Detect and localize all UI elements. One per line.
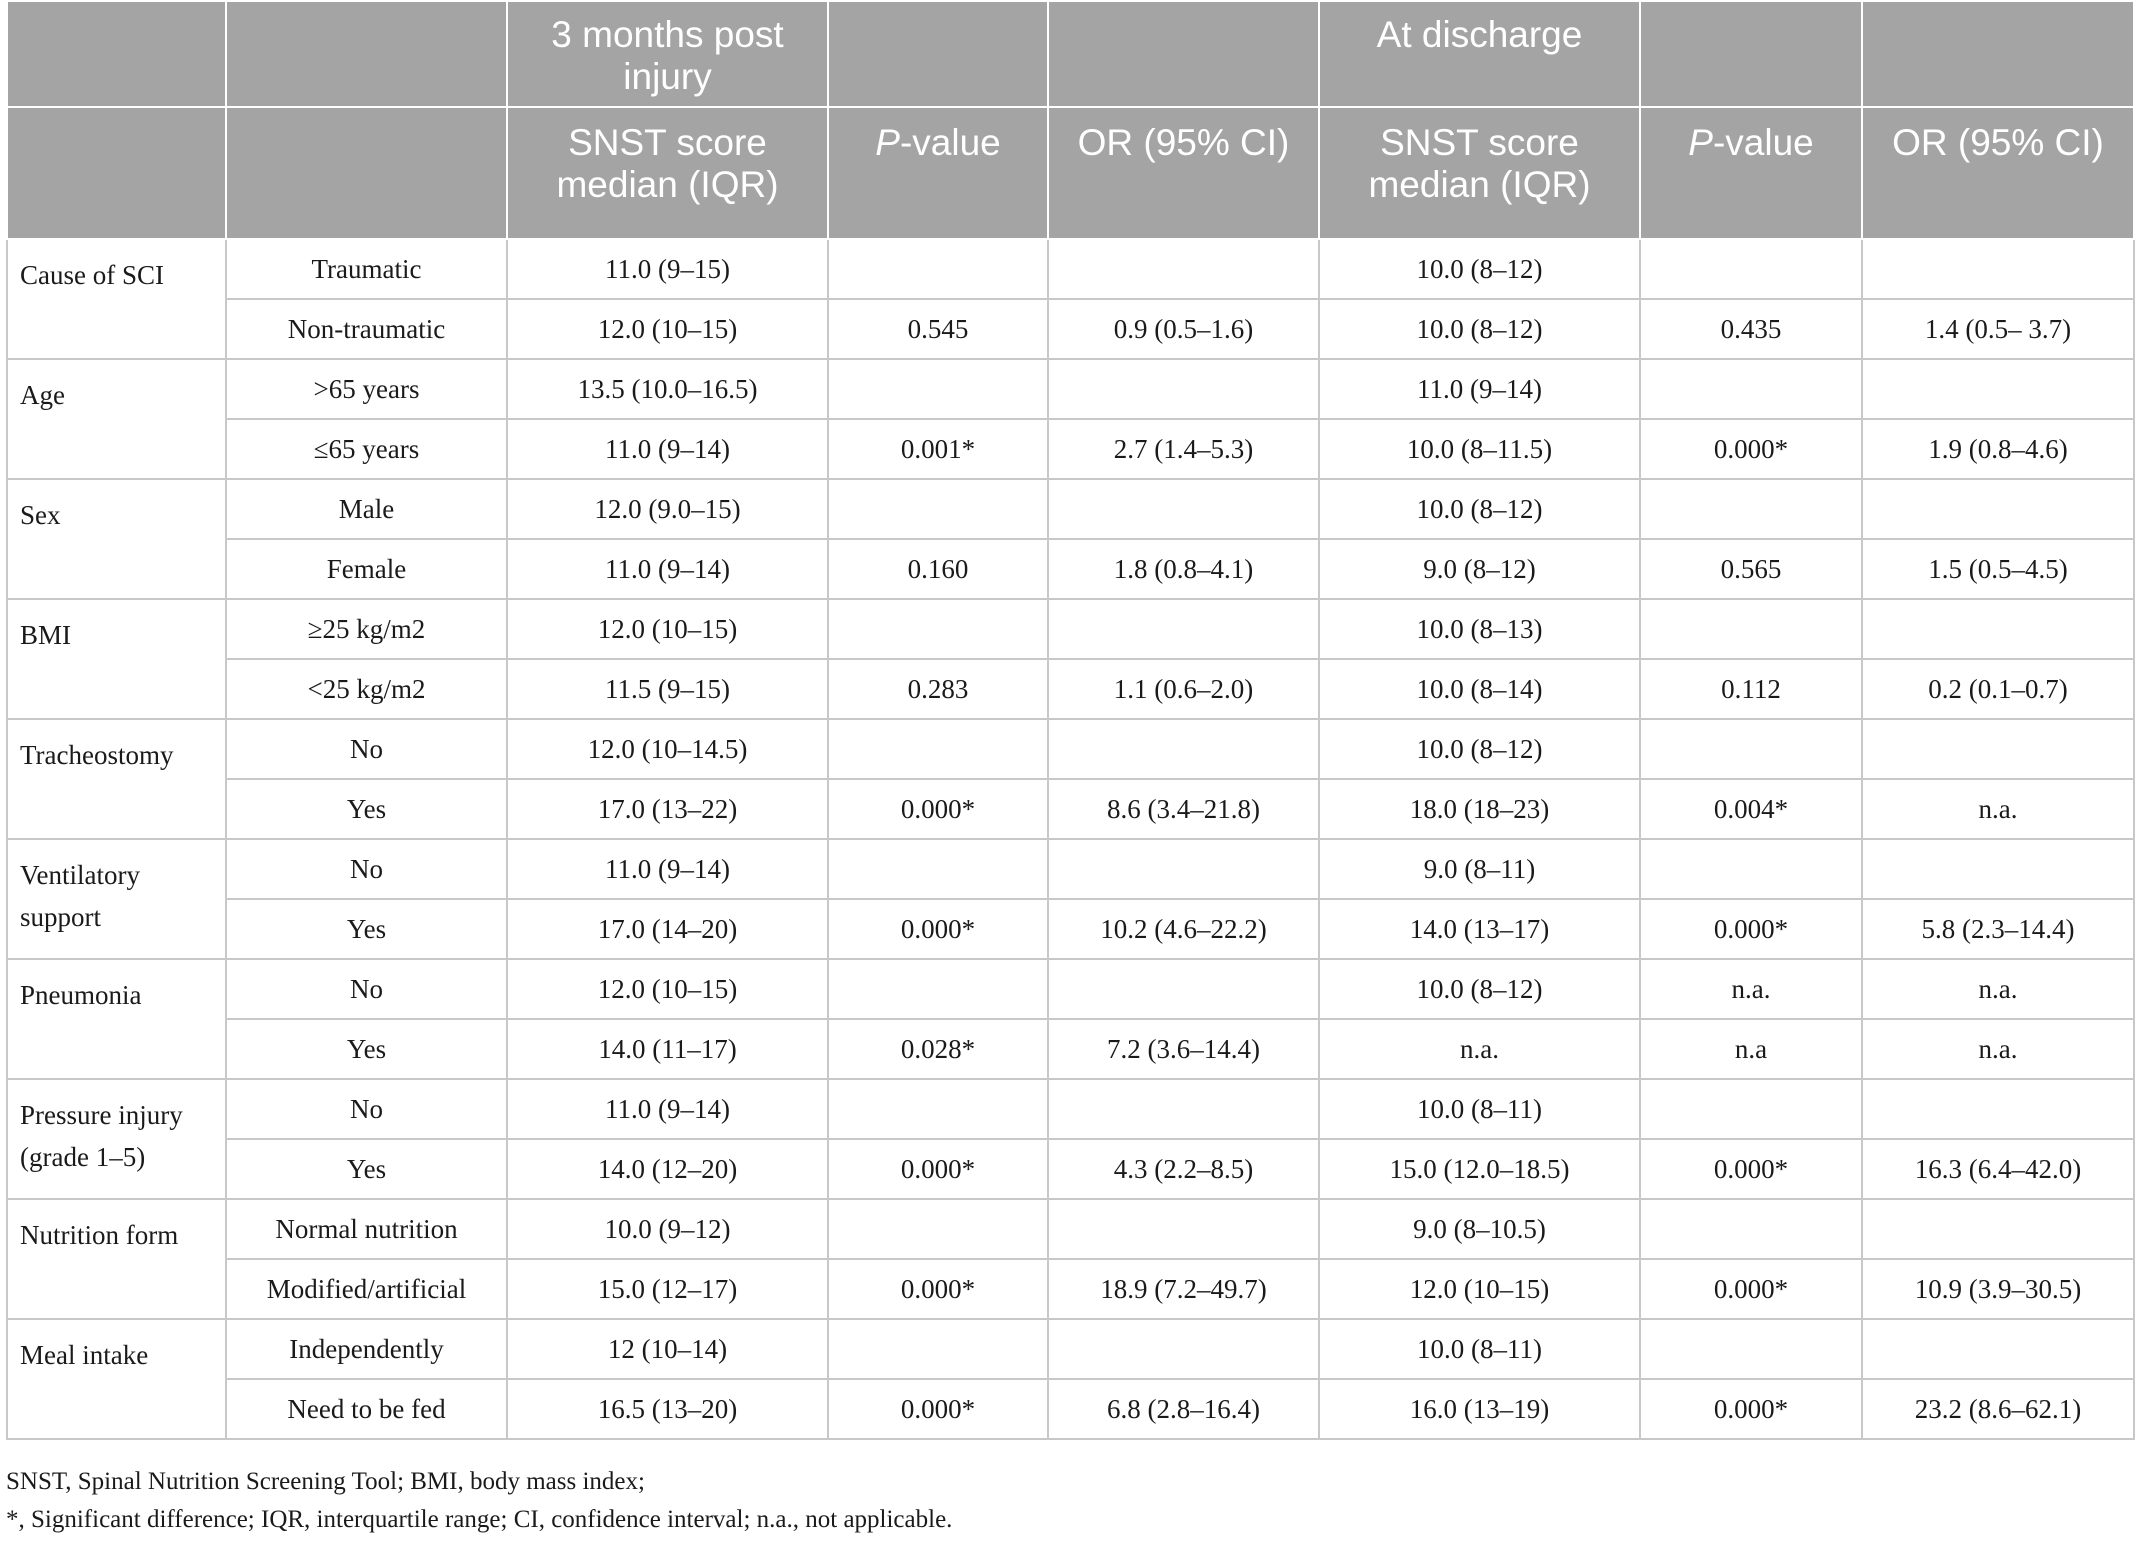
header-cell xyxy=(7,107,226,239)
table-cell: 2.7 (1.4–5.3) xyxy=(1048,419,1319,479)
header-3-months: 3 months post injury xyxy=(507,1,828,107)
table-cell: 14.0 (13–17) xyxy=(1319,899,1640,959)
table-cell: 12.0 (10–14.5) xyxy=(507,719,828,779)
table-cell: 12.0 (9.0–15) xyxy=(507,479,828,539)
table-cell: n.a. xyxy=(1640,959,1862,1019)
header-cell xyxy=(7,1,226,107)
table-cell xyxy=(1048,719,1319,779)
table-cell xyxy=(1862,719,2134,779)
table-cell: 15.0 (12–17) xyxy=(507,1259,828,1319)
table-cell: 11.0 (9–15) xyxy=(507,239,828,299)
table-row xyxy=(7,539,2134,599)
table-cell xyxy=(828,1199,1048,1259)
row-group-label: Sex xyxy=(7,479,226,599)
table-cell: 15.0 (12.0–18.5) xyxy=(1319,1139,1640,1199)
table-cell xyxy=(1862,1199,2134,1259)
table-cell: 10.0 (8–11) xyxy=(1319,1079,1640,1139)
table-cell: 23.2 (8.6–62.1) xyxy=(1862,1379,2134,1439)
table-cell: n.a. xyxy=(1862,779,2134,839)
table-row xyxy=(7,779,2134,839)
table-cell xyxy=(828,239,1048,299)
table-cell: 13.5 (10.0–16.5) xyxy=(507,359,828,419)
table-cell xyxy=(1862,239,2134,299)
table-cell xyxy=(1640,239,1862,299)
table-cell: 10.0 (8–13) xyxy=(1319,599,1640,659)
table-row xyxy=(7,1139,2134,1199)
table-cell: 17.0 (14–20) xyxy=(507,899,828,959)
header-or-discharge: OR (95% CI) xyxy=(1862,107,2134,239)
table-container xyxy=(6,0,2133,1440)
table-row xyxy=(7,359,2134,419)
table-row xyxy=(7,1019,2134,1079)
table-cell: 0.000* xyxy=(828,1139,1048,1199)
table-cell: n.a. xyxy=(1319,1019,1640,1079)
table-cell: 9.0 (8–12) xyxy=(1319,539,1640,599)
table-cell: 8.6 (3.4–21.8) xyxy=(1048,779,1319,839)
table-cell: 1.1 (0.6–2.0) xyxy=(1048,659,1319,719)
table-cell xyxy=(828,1079,1048,1139)
table-cell xyxy=(828,839,1048,899)
table-cell: 9.0 (8–10.5) xyxy=(1319,1199,1640,1259)
table-cell xyxy=(1048,239,1319,299)
table-cell: 0.004* xyxy=(1640,779,1862,839)
table-cell: 12 (10–14) xyxy=(507,1319,828,1379)
table-row xyxy=(7,899,2134,959)
table-cell: 9.0 (8–11) xyxy=(1319,839,1640,899)
table-row xyxy=(7,1079,2134,1139)
table-cell: 18.9 (7.2–49.7) xyxy=(1048,1259,1319,1319)
table-cell: Yes xyxy=(226,779,507,839)
table-cell: 10.0 (8–12) xyxy=(1319,719,1640,779)
header-snst-3m: SNST score median (IQR) xyxy=(507,107,828,239)
table-row xyxy=(7,719,2134,779)
table-cell xyxy=(1048,1079,1319,1139)
header-row-1 xyxy=(7,1,2134,107)
table-cell: 10.2 (4.6–22.2) xyxy=(1048,899,1319,959)
table-cell xyxy=(828,359,1048,419)
table-cell xyxy=(1862,1079,2134,1139)
table-cell: 14.0 (11–17) xyxy=(507,1019,828,1079)
table-cell xyxy=(828,959,1048,1019)
table-row xyxy=(7,659,2134,719)
table-cell: 14.0 (12–20) xyxy=(507,1139,828,1199)
table-cell: Modified/artificial xyxy=(226,1259,507,1319)
table-cell: 0.283 xyxy=(828,659,1048,719)
table-cell: 4.3 (2.2–8.5) xyxy=(1048,1139,1319,1199)
table-cell: 10.0 (8–12) xyxy=(1319,299,1640,359)
table-cell: 0.545 xyxy=(828,299,1048,359)
table-cell xyxy=(1640,1079,1862,1139)
footnote-1: SNST, Spinal Nutrition Screening Tool; BMI, body mass index; xyxy=(6,1468,645,1495)
table-cell: 16.5 (13–20) xyxy=(507,1379,828,1439)
table-row xyxy=(7,839,2134,899)
table-cell xyxy=(1048,1199,1319,1259)
table-cell: Traumatic xyxy=(226,239,507,299)
table-cell: No xyxy=(226,959,507,1019)
table-cell: 11.0 (9–14) xyxy=(507,1079,828,1139)
table-cell: 0.000* xyxy=(1640,899,1862,959)
table-cell xyxy=(828,599,1048,659)
table-cell: 16.3 (6.4–42.0) xyxy=(1862,1139,2134,1199)
table-cell: 12.0 (10–15) xyxy=(507,599,828,659)
row-group-label: Nutrition form xyxy=(7,1199,226,1319)
table-cell xyxy=(1048,959,1319,1019)
table-cell: 7.2 (3.6–14.4) xyxy=(1048,1019,1319,1079)
table-cell: 0.000* xyxy=(828,1259,1048,1319)
table-cell xyxy=(1640,479,1862,539)
row-group-label: Age xyxy=(7,359,226,479)
table-cell xyxy=(1048,599,1319,659)
header-pvalue-discharge: P-value xyxy=(1640,107,1862,239)
row-group-label: Pressure injury (grade 1–5) xyxy=(7,1079,226,1199)
table-row xyxy=(7,239,2134,299)
table-cell: 0.160 xyxy=(828,539,1048,599)
table-cell: 0.435 xyxy=(1640,299,1862,359)
table-row xyxy=(7,1379,2134,1439)
table-cell: 0.9 (0.5–1.6) xyxy=(1048,299,1319,359)
table-cell: Yes xyxy=(226,899,507,959)
table-cell: 1.8 (0.8–4.1) xyxy=(1048,539,1319,599)
table-row xyxy=(7,419,2134,479)
table-cell xyxy=(1640,1319,1862,1379)
table-cell: Independently xyxy=(226,1319,507,1379)
table-cell: 0.000* xyxy=(1640,419,1862,479)
table-cell xyxy=(828,719,1048,779)
table-cell: Yes xyxy=(226,1019,507,1079)
table-cell: ≤65 years xyxy=(226,419,507,479)
table-cell: >65 years xyxy=(226,359,507,419)
table-cell: 0.000* xyxy=(1640,1259,1862,1319)
table-cell xyxy=(1048,359,1319,419)
table-row xyxy=(7,959,2134,1019)
table-cell xyxy=(1640,599,1862,659)
table-body xyxy=(7,239,2134,1439)
row-group-label: Cause of SCI xyxy=(7,239,226,359)
table-cell: Normal nutrition xyxy=(226,1199,507,1259)
table-footnotes xyxy=(6,1463,952,1539)
header-cell xyxy=(1640,1,1862,107)
table-cell: n.a. xyxy=(1862,959,2134,1019)
header-cell xyxy=(1048,1,1319,107)
table-cell: 0.000* xyxy=(1640,1379,1862,1439)
header-cell xyxy=(226,1,507,107)
table-cell xyxy=(828,1319,1048,1379)
table-cell xyxy=(828,479,1048,539)
table-cell: 10.9 (3.9–30.5) xyxy=(1862,1259,2134,1319)
table-cell xyxy=(1640,839,1862,899)
table-cell xyxy=(1862,479,2134,539)
table-cell: 11.5 (9–15) xyxy=(507,659,828,719)
table-cell: 11.0 (9–14) xyxy=(507,419,828,479)
table-cell xyxy=(1048,1319,1319,1379)
table-row xyxy=(7,1259,2134,1319)
table-cell xyxy=(1640,719,1862,779)
table-cell: 0.000* xyxy=(828,899,1048,959)
table-cell xyxy=(1048,839,1319,899)
table-cell: 17.0 (13–22) xyxy=(507,779,828,839)
table-cell: 0.112 xyxy=(1640,659,1862,719)
table-cell: 1.9 (0.8–4.6) xyxy=(1862,419,2134,479)
table-cell: Need to be fed xyxy=(226,1379,507,1439)
row-group-label: Ventilatory support xyxy=(7,839,226,959)
table-cell xyxy=(1862,839,2134,899)
table-cell: 0.001* xyxy=(828,419,1048,479)
table-cell: 6.8 (2.8–16.4) xyxy=(1048,1379,1319,1439)
header-snst-discharge: SNST score median (IQR) xyxy=(1319,107,1640,239)
table-cell: 1.4 (0.5– 3.7) xyxy=(1862,299,2134,359)
table-cell: 10.0 (8–14) xyxy=(1319,659,1640,719)
table-cell: 10.0 (8–12) xyxy=(1319,959,1640,1019)
header-at-discharge: At discharge xyxy=(1319,1,1640,107)
table-cell xyxy=(1640,359,1862,419)
table-row xyxy=(7,599,2134,659)
footnote-2: *, Significant difference; IQR, interquartile range; CI, confidence interval; n.a., not applicable. xyxy=(6,1506,953,1533)
table-cell: Yes xyxy=(226,1139,507,1199)
table-cell: 0.000* xyxy=(828,1379,1048,1439)
table-cell: 16.0 (13–19) xyxy=(1319,1379,1640,1439)
table-row xyxy=(7,1319,2134,1379)
row-group-label: BMI xyxy=(7,599,226,719)
table-cell: n.a xyxy=(1640,1019,1862,1079)
table-cell: 12.0 (10–15) xyxy=(507,299,828,359)
table-cell xyxy=(1862,599,2134,659)
table-row xyxy=(7,479,2134,539)
table-cell: 10.0 (8–11) xyxy=(1319,1319,1640,1379)
table-cell: Male xyxy=(226,479,507,539)
table-cell: 11.0 (9–14) xyxy=(507,839,828,899)
table-cell: 0.2 (0.1–0.7) xyxy=(1862,659,2134,719)
table-cell: 10.0 (8–12) xyxy=(1319,239,1640,299)
table-cell: No xyxy=(226,1079,507,1139)
header-row-2 xyxy=(7,107,2134,239)
row-group-label: Pneumonia xyxy=(7,959,226,1079)
table-cell: 5.8 (2.3–14.4) xyxy=(1862,899,2134,959)
table-cell xyxy=(1048,479,1319,539)
table-cell: n.a. xyxy=(1862,1019,2134,1079)
table-cell: Female xyxy=(226,539,507,599)
table-cell xyxy=(1640,1199,1862,1259)
table-cell: 0.000* xyxy=(828,779,1048,839)
table-row xyxy=(7,1199,2134,1259)
table-cell xyxy=(1862,359,2134,419)
table-cell: 0.000* xyxy=(1640,1139,1862,1199)
row-group-label: Tracheostomy xyxy=(7,719,226,839)
table-cell: ≥25 kg/m2 xyxy=(226,599,507,659)
table-cell: 1.5 (0.5–4.5) xyxy=(1862,539,2134,599)
table-cell xyxy=(1862,1319,2134,1379)
table-row xyxy=(7,299,2134,359)
table-cell: 11.0 (9–14) xyxy=(1319,359,1640,419)
table-cell: 10.0 (9–12) xyxy=(507,1199,828,1259)
header-cell xyxy=(1862,1,2134,107)
table-cell: No xyxy=(226,839,507,899)
row-group-label: Meal intake xyxy=(7,1319,226,1439)
table-cell: 0.028* xyxy=(828,1019,1048,1079)
header-cell xyxy=(828,1,1048,107)
table-cell: 11.0 (9–14) xyxy=(507,539,828,599)
table-cell: 10.0 (8–11.5) xyxy=(1319,419,1640,479)
table-cell: 12.0 (10–15) xyxy=(507,959,828,1019)
header-or-3m: OR (95% CI) xyxy=(1048,107,1319,239)
table-cell: <25 kg/m2 xyxy=(226,659,507,719)
table-cell: No xyxy=(226,719,507,779)
results-table xyxy=(6,0,2135,1440)
table-cell: 18.0 (18–23) xyxy=(1319,779,1640,839)
header-cell xyxy=(226,107,507,239)
header-pvalue-3m: P-value xyxy=(828,107,1048,239)
table-cell: 12.0 (10–15) xyxy=(1319,1259,1640,1319)
table-cell: 0.565 xyxy=(1640,539,1862,599)
table-cell: 10.0 (8–12) xyxy=(1319,479,1640,539)
table-cell: Non-traumatic xyxy=(226,299,507,359)
